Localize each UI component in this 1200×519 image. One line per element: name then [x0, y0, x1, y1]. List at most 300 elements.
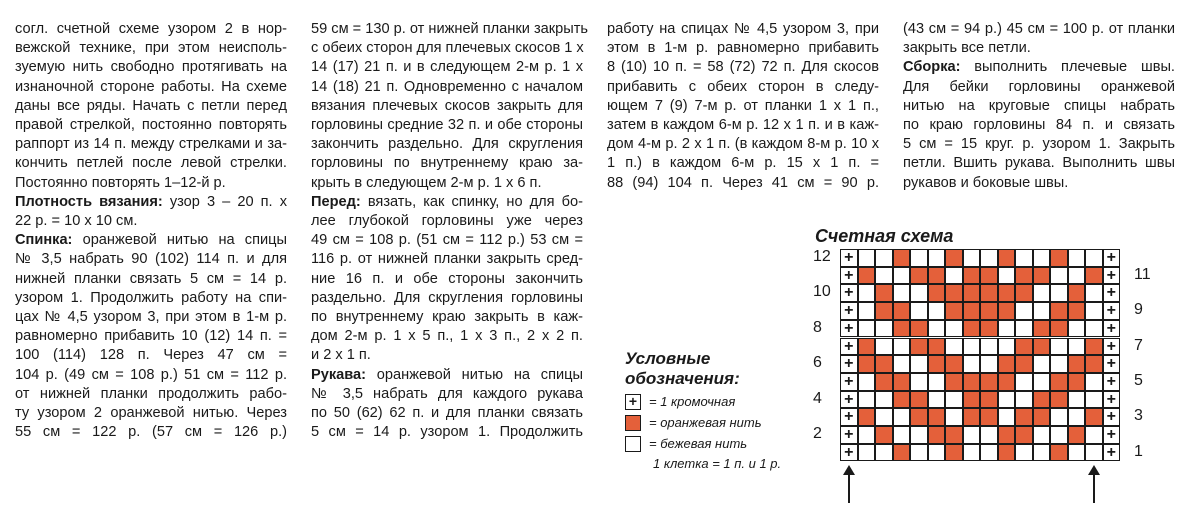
text-line: [903, 174, 1175, 193]
beige-cell: [875, 391, 893, 409]
beige-cell: [875, 267, 893, 285]
beige-cell: [1033, 284, 1051, 302]
orange-cell: [875, 373, 893, 391]
beige-cell: [963, 426, 981, 444]
row-number-right: 5: [1134, 371, 1143, 389]
beige-cell: [980, 444, 998, 462]
beige-cell: [858, 391, 876, 409]
orange-cell: [998, 355, 1016, 373]
text-line: [903, 154, 1175, 173]
beige-cell: [945, 267, 963, 285]
edge-stitch-cell: +: [1103, 426, 1121, 444]
text-line: [15, 116, 287, 135]
text-line-content: 14 (17) 21 п. и в следующем 2-м р. 1 х: [311, 59, 583, 76]
orange-cell: [945, 355, 963, 373]
beige-cell: [998, 391, 1016, 409]
orange-cell: [1068, 302, 1086, 320]
text-line-content: 116 р. от нижней планки закрыть сред-: [311, 251, 583, 268]
orange-cell: [875, 284, 893, 302]
section-heading: Перед:: [311, 193, 361, 210]
text-line-content: нижней планки связать 5 см = 14 р.: [15, 270, 287, 287]
beige-cell: [875, 320, 893, 338]
orange-cell: [1050, 373, 1068, 391]
beige-cell: [928, 302, 946, 320]
orange-cell: [963, 320, 981, 338]
orange-cell: [945, 249, 963, 267]
text-line: [15, 39, 287, 58]
beige-cell: [875, 249, 893, 267]
beige-cell: [980, 338, 998, 356]
edge-stitch-cell: +: [840, 408, 858, 426]
legend-item-label: = бежевая нить: [649, 436, 748, 451]
edge-stitch-cell: +: [840, 355, 858, 373]
repeat-arrow-left-icon: [1093, 467, 1095, 503]
text-line: [607, 154, 879, 173]
orange-cell: [1033, 408, 1051, 426]
text-line-content: цах № 4,5 узором 3, при этом в 1-м р.: [15, 309, 287, 326]
beige-cell: [1033, 355, 1051, 373]
text-line: [311, 385, 583, 404]
text-line: [311, 289, 583, 308]
beige-cell: [1015, 391, 1033, 409]
text-line-content: Для бейки горловины оранжевой: [903, 78, 1175, 95]
text-line-content: Постоянно повторять 1–12-й р.: [15, 174, 226, 191]
orange-cell: [858, 355, 876, 373]
orange-cell: [928, 426, 946, 444]
orange-cell: [998, 444, 1016, 462]
beige-cell: [893, 338, 911, 356]
edge-stitch-cell: +: [840, 267, 858, 285]
orange-cell: [1050, 249, 1068, 267]
orange-cell: [910, 320, 928, 338]
text-line: [607, 174, 879, 193]
row-number-left: 4: [813, 389, 822, 407]
beige-cell: [910, 355, 928, 373]
orange-cell: [1015, 426, 1033, 444]
text-line: [15, 193, 287, 212]
beige-cell: [1050, 267, 1068, 285]
orange-cell: [1015, 267, 1033, 285]
text-line-content: прибавить с обеих сторон в следу-: [607, 78, 879, 95]
beige-cell: [1033, 444, 1051, 462]
text-line: [15, 250, 287, 269]
text-line: [311, 327, 583, 346]
legend-title-line-1: Условные: [625, 349, 711, 368]
text-line: [311, 174, 583, 193]
text-line-content: по внутреннему краю закрыть в каж-: [311, 309, 583, 326]
text-line-content: оранжевой нитью на спицы: [366, 366, 583, 383]
orange-cell: [963, 302, 981, 320]
beige-cell: [1085, 391, 1103, 409]
text-line-content: закрыть все петли.: [903, 40, 1031, 57]
text-line: [607, 116, 879, 135]
text-line-content: кончить петлей после левой стрелки.: [15, 155, 287, 172]
edge-stitch-cell: +: [840, 284, 858, 302]
orange-cell: [1068, 426, 1086, 444]
beige-cell: [1085, 444, 1103, 462]
text-line-content: (43 см = 94 р.) 45 см = 100 р. от планки: [903, 21, 1175, 37]
beige-cell: [1068, 249, 1086, 267]
edge-stitch-cell: +: [840, 302, 858, 320]
legend-note: 1 клетка = 1 п. и 1 р.: [653, 456, 782, 471]
text-line: [607, 97, 879, 116]
orange-cell: [980, 267, 998, 285]
beige-cell: [910, 284, 928, 302]
beige-cell: [1015, 249, 1033, 267]
beige-cell: [963, 249, 981, 267]
text-line-content: 5 см = 15 круг. р. узором 1. Закрыть: [903, 136, 1175, 153]
beige-cell: [928, 249, 946, 267]
text-line-content: 55 см = 122 р. (57 см = 126 р.): [15, 424, 287, 441]
orange-cell: [1068, 284, 1086, 302]
text-line: [311, 404, 583, 423]
text-line: [607, 20, 879, 39]
edge-stitch-cell: +: [840, 338, 858, 356]
row-number-right: 1: [1134, 442, 1143, 460]
text-line: [15, 423, 287, 442]
text-line-content: оранжевой нитью на спицы: [72, 232, 287, 249]
beige-cell: [1050, 408, 1068, 426]
text-line: [311, 250, 583, 269]
row-number-left: 10: [813, 283, 831, 301]
beige-cell: [1050, 284, 1068, 302]
orange-cell: [910, 408, 928, 426]
text-line-content: и 2 х 1 п.: [311, 347, 371, 364]
orange-cell: [980, 373, 998, 391]
orange-cell: [998, 249, 1016, 267]
row-number-left: 12: [813, 248, 831, 265]
orange-cell: [858, 338, 876, 356]
edge-stitch-cell: +: [1103, 284, 1121, 302]
text-line: [903, 20, 1175, 39]
text-line-content: с обеих сторон для плечевых скосов 1 х: [311, 40, 584, 57]
orange-cell: [928, 338, 946, 356]
text-line: [15, 231, 287, 250]
text-line: [311, 308, 583, 327]
beige-cell: [980, 355, 998, 373]
text-line-content: ту узором 2 оранжевой нитью. Через: [15, 405, 287, 422]
chart-title: Счетная схема: [815, 226, 954, 246]
orange-cell: [1085, 267, 1103, 285]
text-line: [15, 135, 287, 154]
orange-cell: [998, 373, 1016, 391]
legend-title: [625, 349, 740, 389]
text-line-content: изнаночной стороне работы. На схеме: [15, 78, 287, 95]
text-line-content: дом 4-м р. 2 х 1 п. (в каждом 8-м р. 10 х: [607, 136, 879, 153]
orange-cell: [963, 391, 981, 409]
beige-cell: [928, 391, 946, 409]
text-line: [903, 116, 1175, 135]
text-line: [15, 327, 287, 346]
text-line-content: 8 (10) 10 п. = 58 (72) 72 п. Для скосов: [607, 59, 879, 76]
orange-cell: [893, 249, 911, 267]
orange-cell: [875, 355, 893, 373]
legend-item-label: = оранжевая нить: [649, 415, 762, 430]
orange-cell: [945, 373, 963, 391]
orange-cell: [945, 426, 963, 444]
orange-cell: [1050, 391, 1068, 409]
beige-cell: [1015, 302, 1033, 320]
edge-stitch-cell: +: [840, 391, 858, 409]
text-line-content: 1 п.) в каждом 6-м р. 15 х 1 п. =: [607, 155, 879, 172]
text-line: [311, 58, 583, 77]
row-number-left: 6: [813, 354, 822, 372]
text-line-content: 14 (18) 21 п. Одновременно с началом: [311, 78, 583, 95]
beige-cell: [910, 426, 928, 444]
beige-cell: [1033, 426, 1051, 444]
orange-cell: [998, 302, 1016, 320]
text-line: [311, 78, 583, 97]
orange-cell: [963, 284, 981, 302]
text-line: [311, 154, 583, 173]
orange-cell: [1033, 391, 1051, 409]
beige-cell: [910, 249, 928, 267]
orange-cell: [910, 267, 928, 285]
beige-cell: [875, 408, 893, 426]
text-line: [15, 289, 287, 308]
beige-cell: [1068, 391, 1086, 409]
section-heading: Рукава:: [311, 366, 367, 383]
text-line-content: раздельно. Для скругления горловины: [311, 289, 583, 306]
text-line-content: 49 см = 108 р. (51 см = 112 р.) 53 см =: [311, 232, 583, 249]
text-line: [311, 193, 583, 212]
beige-cell: [1068, 338, 1086, 356]
edge-stitch-cell: +: [840, 249, 858, 267]
beige-cell: [858, 302, 876, 320]
orange-cell: [1015, 284, 1033, 302]
orange-cell: [893, 302, 911, 320]
legend-title-line-2: обозначения:: [625, 369, 740, 388]
text-line-content: правой стрелкой, постоянно повторять: [15, 117, 287, 134]
text-line-content: работу на спицах № 4,5 узором 3, при: [607, 21, 879, 37]
text-line-content: от нижней планки продолжить рабо-: [15, 385, 287, 402]
edge-stitch-cell: +: [840, 426, 858, 444]
text-line-content: узор 3 – 20 п. х: [162, 193, 287, 210]
edge-stitch-cell: +: [1103, 338, 1121, 356]
text-line-content: № 3,5 набрать для каждого рукава: [311, 385, 583, 402]
row-number-right: 3: [1134, 407, 1143, 425]
repeat-arrow-right-icon: [848, 467, 850, 503]
text-line: [311, 366, 583, 385]
text-line-content: зуемую нить свободно протягивать на: [15, 59, 287, 76]
orange-cell: [875, 302, 893, 320]
beige-cell: [1085, 320, 1103, 338]
orange-cell: [928, 284, 946, 302]
beige-cell: [1068, 267, 1086, 285]
text-line-content: лее глубокой горловины уже через: [311, 213, 583, 230]
orange-cell: [893, 391, 911, 409]
orange-cell: [1015, 408, 1033, 426]
beige-cell: [1085, 249, 1103, 267]
text-line: [311, 212, 583, 231]
text-line: [311, 20, 589, 39]
beige-cell: [1085, 284, 1103, 302]
text-line: [15, 97, 287, 116]
edge-stitch-cell: +: [1103, 320, 1121, 338]
beige-cell: [928, 373, 946, 391]
beige-cell: [1068, 408, 1086, 426]
beige-cell: [858, 426, 876, 444]
orange-cell: [1033, 338, 1051, 356]
orange-cell: [1050, 444, 1068, 462]
beige-cell: [858, 249, 876, 267]
text-column-2: [311, 20, 589, 442]
beige-cell: [945, 391, 963, 409]
text-line-content: закончить раздельно. Для скругления: [311, 136, 583, 153]
text-line: [903, 135, 1175, 154]
beige-cell: [1033, 302, 1051, 320]
edge-stitch-cell: +: [1103, 249, 1121, 267]
text-line-content: 88 (94) 104 п. Через 41 см = 90 р.: [607, 174, 879, 191]
orange-cell: [998, 426, 1016, 444]
orange-swatch: [625, 415, 641, 431]
orange-cell: [963, 373, 981, 391]
text-line: [15, 404, 287, 423]
text-line: [903, 97, 1175, 116]
edge-stitch-cell: +: [840, 444, 858, 462]
text-column-3: [607, 20, 879, 193]
text-line-content: 22 р. = 10 х 10 см.: [15, 213, 138, 230]
orange-cell: [858, 408, 876, 426]
edge-stitch-swatch: +: [625, 394, 641, 410]
orange-cell: [910, 338, 928, 356]
beige-cell: [1015, 373, 1033, 391]
beige-cell: [910, 302, 928, 320]
text-line: [15, 270, 287, 289]
text-line-content: выполнить плечевые швы.: [960, 59, 1175, 76]
orange-cell: [980, 391, 998, 409]
text-line: [311, 231, 583, 250]
row-number-right: 11: [1134, 265, 1151, 283]
beige-cell: [858, 320, 876, 338]
orange-cell: [945, 444, 963, 462]
beige-cell: [893, 267, 911, 285]
beige-cell: [1050, 355, 1068, 373]
text-line: [15, 385, 287, 404]
beige-cell: [1085, 302, 1103, 320]
text-line: [607, 135, 879, 154]
orange-cell: [1085, 408, 1103, 426]
beige-cell: [980, 426, 998, 444]
text-line-content: ющем 7 (9) 7-м р. от планки 1 х 1 п.,: [607, 97, 879, 114]
orange-cell: [858, 267, 876, 285]
beige-cell: [1033, 249, 1051, 267]
beige-cell: [1015, 444, 1033, 462]
orange-cell: [963, 408, 981, 426]
beige-cell: [875, 338, 893, 356]
orange-cell: [998, 284, 1016, 302]
beige-cell: [963, 338, 981, 356]
text-line-content: рукавов и боковые швы.: [903, 174, 1069, 191]
beige-cell: [945, 338, 963, 356]
row-number-left: 2: [813, 425, 822, 442]
text-line-content: горловины средние 32 п. и обе стороны: [311, 117, 583, 134]
text-line: [15, 78, 287, 97]
text-line-content: этом в 1-м р. равномерно прибавить: [607, 40, 879, 57]
text-line-content: 5 см = 14 р. узором 1. Продолжить: [311, 424, 583, 441]
beige-cell: [1068, 444, 1086, 462]
text-line-content: вязать, как спинку, но для бо-: [360, 193, 583, 210]
orange-cell: [1015, 355, 1033, 373]
text-line: [311, 135, 583, 154]
text-line-content: вязания плечевых скосов закрыть для: [311, 97, 583, 114]
text-line: [311, 423, 583, 442]
orange-cell: [1085, 355, 1103, 373]
text-line: [903, 58, 1175, 77]
edge-stitch-cell: +: [1103, 408, 1121, 426]
edge-stitch-cell: +: [1103, 267, 1121, 285]
text-line: [15, 346, 287, 365]
beige-cell: [1085, 373, 1103, 391]
beige-cell: [1050, 426, 1068, 444]
text-line-content: нитью на круговые спицы набрать: [903, 97, 1175, 114]
beige-cell: [945, 408, 963, 426]
edge-stitch-cell: +: [1103, 391, 1121, 409]
text-line-content: по 50 (62) 62 п. и для планки связать: [311, 405, 583, 422]
text-line: [15, 366, 287, 385]
text-line-content: вежской технике, при этом неисполь-: [15, 40, 287, 57]
orange-cell: [980, 320, 998, 338]
orange-cell: [980, 302, 998, 320]
orange-cell: [1068, 355, 1086, 373]
orange-cell: [945, 284, 963, 302]
text-column-4: [903, 20, 1175, 193]
text-line: [311, 270, 583, 289]
beige-cell: [893, 426, 911, 444]
beige-cell: [875, 444, 893, 462]
text-line-content: 104 р. (49 см = 108 р.) 51 см = 112 р.: [15, 366, 287, 383]
beige-cell: [998, 408, 1016, 426]
orange-cell: [910, 391, 928, 409]
text-column-1: [15, 20, 287, 442]
orange-cell: [1050, 320, 1068, 338]
text-line: [15, 308, 287, 327]
text-line: [607, 58, 879, 77]
beige-cell: [998, 267, 1016, 285]
edge-stitch-cell: +: [1103, 373, 1121, 391]
text-line: [903, 39, 1175, 58]
beige-cell: [1085, 426, 1103, 444]
orange-cell: [893, 320, 911, 338]
text-line: [15, 174, 287, 193]
text-line-content: № 3,5 набрать 90 (102) 114 п. и для: [15, 251, 287, 268]
section-heading: Спинка:: [15, 232, 73, 249]
beige-cell: [963, 355, 981, 373]
beige-cell: [910, 444, 928, 462]
text-line-content: горловины по внутреннему краю за-: [311, 155, 583, 172]
beige-swatch: [625, 436, 641, 452]
row-number-left: 8: [813, 318, 822, 336]
orange-cell: [1085, 338, 1103, 356]
text-line-content: ние 16 п. и обе стороны закончить: [311, 270, 583, 287]
edge-stitch-cell: +: [1103, 302, 1121, 320]
orange-cell: [928, 408, 946, 426]
text-line-content: раппорт из 14 п. между стрелками и за-: [15, 136, 287, 153]
beige-cell: [1033, 373, 1051, 391]
row-number-right: 7: [1134, 336, 1143, 354]
text-line: [607, 39, 879, 58]
text-line-content: 100 (114) 128 п. Через 47 см =: [15, 347, 287, 364]
section-heading: Сборка:: [903, 59, 961, 76]
text-line: [15, 212, 287, 231]
beige-cell: [928, 444, 946, 462]
orange-cell: [980, 408, 998, 426]
row-number-right: 9: [1134, 301, 1143, 319]
beige-cell: [910, 373, 928, 391]
orange-cell: [963, 267, 981, 285]
beige-cell: [858, 373, 876, 391]
text-line-content: даны все ряды. Начать с петли перед: [15, 97, 287, 114]
